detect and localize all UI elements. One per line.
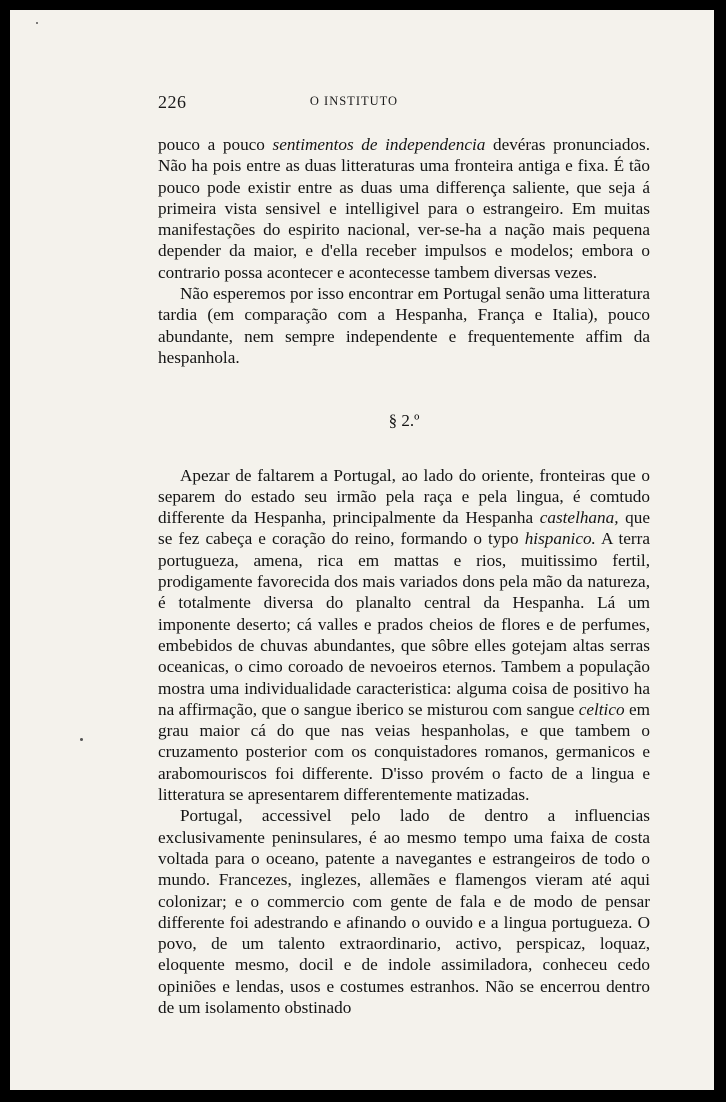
- paragraph-3-part-4: em grau maior cá do que nas veias hespanholas, e que tambem o cruzamento posterior com os conquistadores romanos, germanicos e arabomouriscos foi differente. D'isso provém o facto de a lingua e litteratura se apresentarem differentemente matizadas.: [158, 699, 650, 805]
- body-text: [158, 134, 650, 1018]
- page-header: [158, 92, 550, 114]
- paragraph-3-part-3: A terra portugueza, amena, rica em mattas e rios, muitissimo fertil, prodigamente favorecida dos mais variados dons pela mão da natureza, é totalmente diversa do planalto central da Hespanha. Lá um imponente deserto; cá valles e prados cheios de flores e de perfumes, embebidos de chuvas abundantes, que sôbre elles gotejam altas serras oceanicas, o cimo coroado de nevoeiros eternos. Tambem a população mostra uma individualidade caracteristica: alguma coisa de positivo ha na affirmação, que o sangue iberico se misturou com sangue: [158, 529, 651, 719]
- paragraph-3: [158, 465, 650, 806]
- paragraph-2: Não esperemos por isso encontrar em Portugal senão uma litteratura tardia (em comparação com a Hespanha, França e Italia), pouco abundante, nem sempre independente e frequentemente affim da hespanhola.: [158, 284, 650, 367]
- paragraph-4: Portugal, accessivel pelo lado de dentro a influencias exclusivamente peninsulares, é ao mesmo tempo uma faixa de costa voltada para o oceano, patente a navegantes e estrangeiros de todo o mundo. Francezes, inglezes, allemães e flamengos vieram até aqui colonizar; e o commercio com gente de fala e de modo de pensar differente foi adestrando e afinando o ouvido e a lingua portugueza. O povo, de um talento extraordinario, activo, perspicaz, loquaz, eloquente mesmo, docil e de indole assimiladora, conheceu cedo opiniões e lendas, usos e costumes estranhos. Não se encerrou dentro de um isolamento obstinado: [158, 806, 650, 1017]
- paper-speck: [36, 22, 38, 24]
- paragraph-1-start: pouco a pouco: [158, 135, 273, 154]
- italic-hispanico: hispanico.: [524, 529, 596, 549]
- paragraph-1: [158, 134, 650, 283]
- page-number: 226: [158, 92, 187, 112]
- italic-celtico: celtico: [578, 699, 625, 719]
- paragraph-1-rest: devéras pronunciados. Não ha pois entre as duas litteraturas uma fronteira antiga e fixa. É tão pouco pode existir entre as duas uma differença saliente, que seja á primeira vista sensivel e intelligivel para o estrangeiro. Em muitas manifestações do espirito nacional, ver-se-ha a nação mais pequena depender da maior, e d'ella receber impulsos e modelos; embora o contrario possa acontecer e acontecesse tambem diversas vezes.: [158, 135, 650, 282]
- italic-phrase: sentimentos de independencia: [272, 135, 486, 154]
- book-page: [10, 10, 714, 1090]
- italic-castelhana: castelhana,: [539, 508, 619, 528]
- paragraph-3-part-2: que se fez cabeça e coração do reino, formando o typo: [158, 508, 650, 549]
- section-heading: § 2.º: [388, 411, 420, 431]
- paragraph-3-part-1: Apezar de faltarem a Portugal, ao lado do oriente, fronteiras que o separem do estado seu irmão pela raça e pela lingua, é comtudo differente da Hespanha, principalmente da Hespanha: [158, 465, 650, 528]
- paper-speck: [80, 738, 83, 741]
- running-title: O INSTITUTO: [309, 94, 399, 108]
